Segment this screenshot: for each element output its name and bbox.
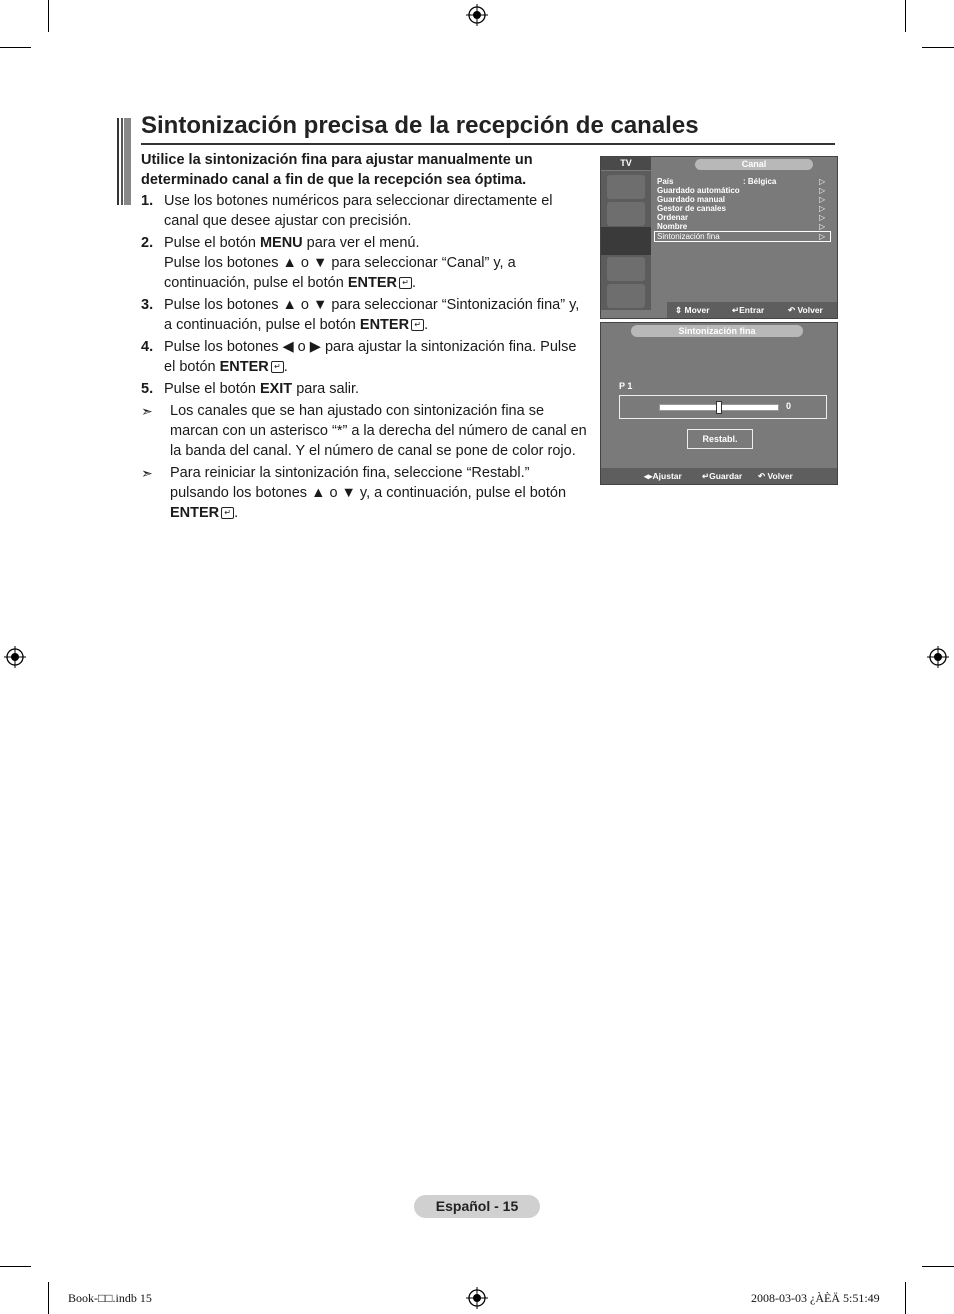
step-text: . — [424, 317, 429, 333]
chevron-right-icon: ▷ — [819, 177, 826, 186]
slider-knob[interactable] — [716, 401, 722, 414]
step-text: para ver el menú. — [302, 235, 420, 251]
step-text: Pulse el botón — [164, 381, 260, 397]
menu-item-manual-store[interactable]: Guardado manual — [657, 195, 726, 204]
up-down-icon: ⇕ — [675, 305, 683, 315]
key-name: MENU — [259, 235, 303, 251]
fine-tune-slider[interactable] — [659, 404, 779, 411]
step-number: 1. — [141, 193, 154, 209]
note-1 — [141, 401, 591, 461]
note-text: . — [234, 505, 239, 521]
step-number: 2. — [141, 235, 154, 251]
step-text: Pulse los botones ▲ o ▼ para seleccionar “Canal” y, a continuación, pulse el botón — [164, 255, 516, 291]
fine-tune-screen — [600, 322, 838, 485]
enter-icon: ↵ — [702, 471, 710, 481]
step-text: . — [411, 275, 416, 291]
note-arrow-icon: ➣ — [141, 403, 153, 419]
note-2 — [141, 463, 591, 523]
page-title: Sintonización precisa de la recepción de canales — [141, 112, 699, 139]
enter-icon: ↵ — [732, 305, 740, 315]
menu-item-country[interactable]: País : Bélgica — [657, 177, 777, 186]
step-number: 5. — [141, 381, 154, 397]
title-accent-bar — [117, 118, 131, 205]
menu-item-sort[interactable]: Ordenar — [657, 213, 689, 222]
registration-mark-icon — [466, 4, 488, 26]
left-right-icon: ◂▸ — [644, 471, 653, 481]
key-name: ENTER — [347, 275, 397, 291]
channel-menu-screen — [600, 156, 838, 319]
slider-value: 0 — [786, 401, 792, 411]
enter-icon: ↵ — [399, 277, 412, 289]
footer-back: ↶ Volver — [788, 305, 823, 315]
step-text: para salir. — [292, 381, 360, 397]
slug-left: Book-□□.indb 15 — [68, 1291, 152, 1305]
step-2 — [141, 233, 591, 293]
registration-mark-icon — [4, 646, 26, 668]
channel-label: P 1 — [619, 381, 633, 391]
channel-icon[interactable] — [601, 227, 651, 255]
enter-icon: ↵ — [271, 361, 284, 373]
key-name: EXIT — [259, 381, 293, 397]
step-number: 4. — [141, 339, 154, 355]
enter-icon: ↵ — [221, 507, 234, 519]
menu-item-fine-tune[interactable]: Sintonización fina — [657, 232, 720, 241]
crop-mark — [922, 47, 954, 48]
crop-mark — [905, 0, 906, 32]
chevron-right-icon: ▷ — [819, 204, 826, 213]
note-arrow-icon: ➣ — [141, 465, 153, 481]
slider-box — [619, 395, 827, 419]
footer-back: ↶ Volver — [758, 471, 793, 481]
key-name: ENTER — [219, 359, 269, 375]
step-text: Use los botones numéricos para seleccionar directamente el canal que desee ajustar con precisión. — [164, 193, 553, 229]
key-name: ENTER — [170, 505, 220, 521]
footer-save: ↵Guardar — [702, 471, 743, 481]
crop-mark — [922, 1266, 954, 1267]
crop-mark — [48, 0, 49, 32]
registration-mark-icon — [927, 646, 949, 668]
chevron-right-icon: ▷ — [819, 232, 826, 241]
menu-item-channel-manager[interactable]: Gestor de canales — [657, 204, 726, 213]
tv-label: TV — [601, 157, 651, 170]
step-text: Pulse el botón — [164, 235, 260, 251]
input-icon[interactable] — [607, 284, 645, 308]
return-icon: ↶ — [788, 305, 796, 315]
page-number-label: Español - 15 — [414, 1195, 540, 1218]
steps-list — [141, 191, 591, 525]
step-4 — [141, 337, 591, 377]
crop-mark — [0, 47, 31, 48]
crop-mark — [0, 1266, 31, 1267]
title-rule — [141, 143, 835, 145]
chevron-right-icon: ▷ — [819, 186, 826, 195]
menu-item-auto-store[interactable]: Guardado automático — [657, 186, 740, 195]
intro-text: Utilice la sintonización fina para ajustar manualmente un determinado canal a fin de que la recepción sea óptima. — [141, 152, 533, 188]
picture-icon[interactable] — [607, 175, 645, 199]
menu-sidebar — [601, 171, 651, 310]
step-5 — [141, 379, 591, 399]
step-number: 3. — [141, 297, 154, 313]
slug-right: 2008-03-03 ¿ÀÈÄ 5:51:49 — [751, 1291, 880, 1305]
note-text: Los canales que se han ajustado con sintonización fina se marcan con un asterisco “*” a la derecha del número de canal en la banda del canal. Y el número de canal se pone de color rojo. — [170, 403, 587, 459]
menu-header: Canal — [695, 159, 813, 170]
crop-mark — [905, 1282, 906, 1314]
footer-adjust: ◂▸Ajustar — [644, 471, 682, 481]
step-text: Pulse los botones ◀ o ▶ para ajustar la sintonización fina. Pulse el botón — [164, 339, 577, 375]
menu-item-name[interactable]: Nombre — [657, 222, 688, 231]
footer-enter: ↵Entrar — [732, 305, 765, 315]
key-name: ENTER — [359, 317, 410, 333]
reset-button[interactable]: Restabl. — [687, 429, 753, 449]
chevron-right-icon: ▷ — [819, 222, 826, 231]
step-text: . — [283, 359, 288, 375]
footer-move: ⇕ Mover — [675, 305, 710, 315]
chevron-right-icon: ▷ — [819, 195, 826, 204]
step-1 — [141, 191, 591, 231]
step-text: Pulse los botones ▲ o ▼ para seleccionar “Sintonización fina” y, a continuación, pulse el botón — [164, 297, 580, 333]
enter-icon: ↵ — [411, 319, 424, 331]
fine-tune-header: Sintonización fina — [631, 325, 803, 337]
return-icon: ↶ — [758, 471, 766, 481]
crop-mark — [48, 1282, 49, 1314]
note-text: Para reiniciar la sintonización fina, seleccione “Restabl.” pulsando los botones ▲ o ▼ y, a continuación, pulse el botón — [170, 465, 567, 501]
step-3 — [141, 295, 591, 335]
sound-icon[interactable] — [607, 202, 645, 226]
setup-icon[interactable] — [607, 257, 645, 281]
chevron-right-icon: ▷ — [819, 213, 826, 222]
registration-mark-icon — [466, 1287, 488, 1309]
